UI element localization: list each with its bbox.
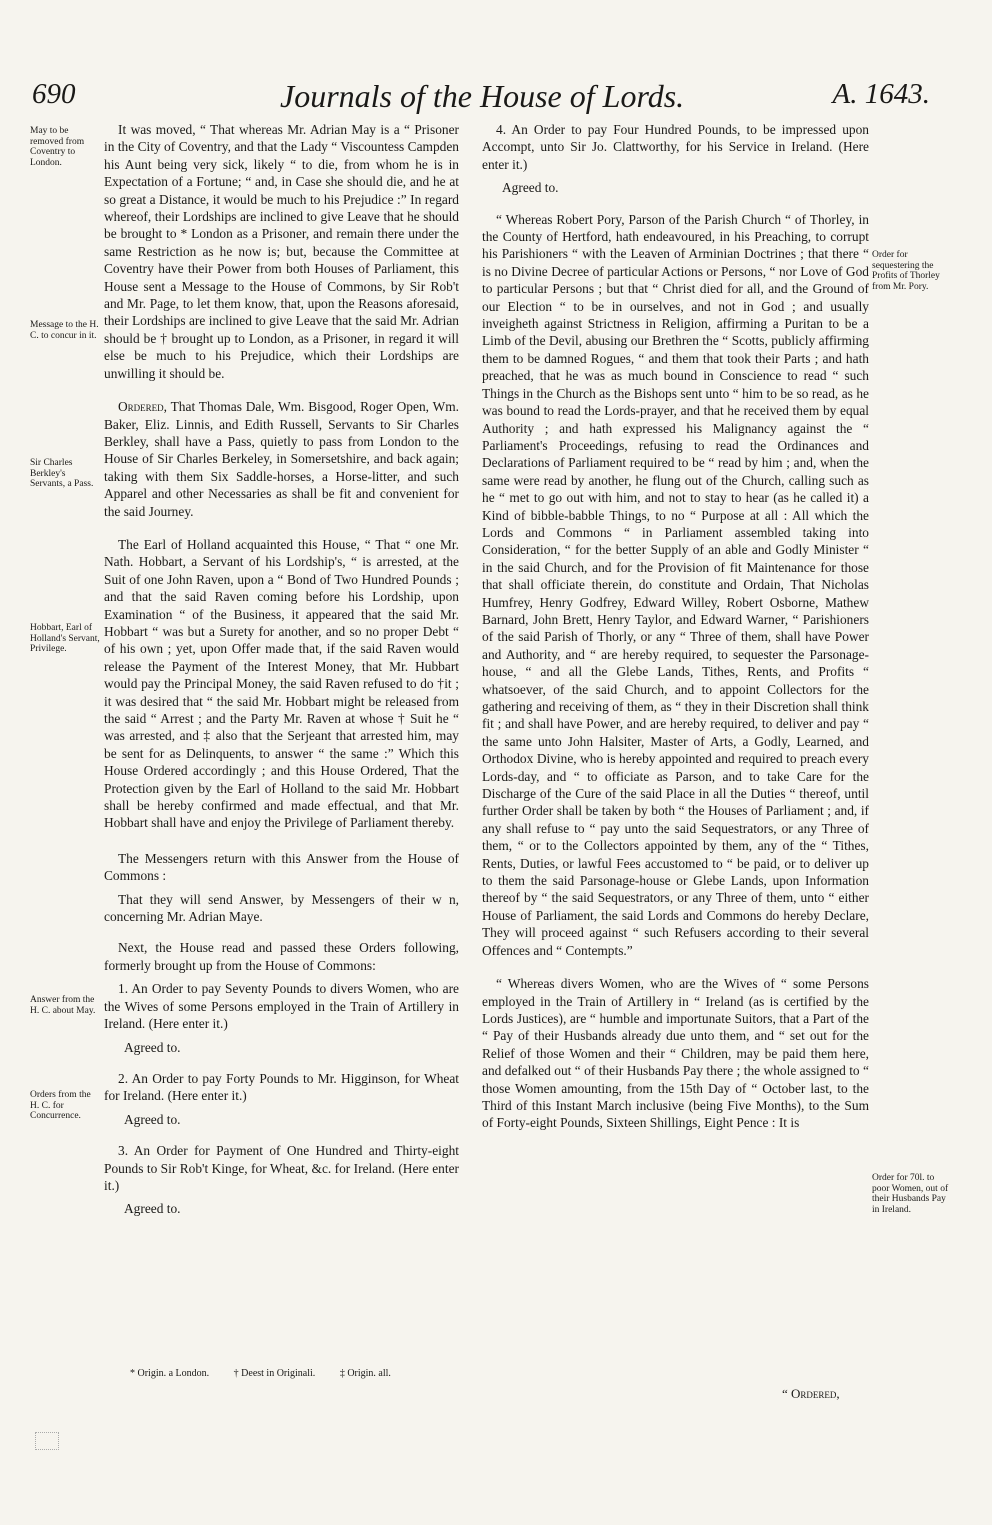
agreed-label: Agreed to.	[502, 180, 559, 196]
margin-note: Sir Charles Berkley's Servants, a Pass.	[30, 458, 94, 489]
paragraph: “ Whereas divers Women, who are the Wives of “ some Persons employed in the Train of Artillery in “ Ireland (as is certified by the Lords Justices), are “ humble and importunate Suitors, that a Part of the “ Pay of their Husbands already due unto them, and “ set out for the Relief of those Women and their “ Children, may be paid them here, and defalked out “ of their Husbands Pay there ; the whole assigned to “ those Women amounting, from the 15th Day of “ October last, to the Third of this Instant March inclusive (being Five Months), to the Sum of Forty-eight Pounds, Sixteen Shillings, Eight Pence : It is	[482, 976, 869, 1131]
left-column	[104, 121, 459, 1232]
page-number: 690	[32, 78, 76, 110]
order-item: 1. An Order to pay Seventy Pounds to divers Women, who are the Wives of some Persons employed in the Train of Artillery in Ireland. (Here enter it.)	[104, 981, 459, 1032]
paragraph: The Messengers return with this Answer from the House of Commons :	[104, 850, 459, 884]
agreed-label: Agreed to.	[124, 1039, 181, 1055]
footnote: † Deest in Originali.	[233, 1368, 316, 1379]
order-item: 2. An Order to pay Forty Pounds to Mr. Higginson, for Wheat for Ireland. (Here enter it.)	[104, 1070, 459, 1104]
year: A. 1643.	[832, 78, 930, 110]
margin-note: Order for sequestering the Profits of Thorley from Mr. Pory.	[872, 250, 940, 292]
paragraph: That they will send Answer, by Messengers of their w n, concerning Mr. Adrian Maye.	[104, 891, 459, 925]
margin-note: Order for 70l. to poor Women, out of their Husbands Pay in Ireland.	[872, 1173, 949, 1215]
right-column	[482, 121, 869, 1138]
agreed-label: Agreed to.	[124, 1111, 181, 1127]
footnotes	[130, 1368, 450, 1379]
margin-note: Hobbart, Earl of Holland's Servant, Privilege.	[30, 623, 100, 654]
paragraph-text: That Thomas Dale, Wm. Bisgood, Roger Open, Wm. Baker, Eliz. Linnis, and Edith Russell, Servants to Sir Charles Berkley, shall have a Pass, quietly to pass from London to the House of Sir Charles Berkeley, in Somersetshire, and back again; taking with them Six Saddle-horses, a Horse-litter, and such Apparel and other Necessaries as shall be fit and convenient for the said Journey.	[104, 399, 459, 519]
running-title: Journals of the House of Lords.	[280, 78, 685, 114]
footnote: * Origin. a London.	[130, 1368, 210, 1379]
paragraph: The Earl of Holland acquainted this House, “ That “ one Mr. Nath. Hobbart, a Servant of his Lordship's, “ is arrested, at the Suit of one John Raven, upon a “ Bond of Two Hundred Pounds ; and that the said Raven coming before his Lordship, upon Examination “ of the Business, it appeared that the said Mr. Hobbart “ was but a Surety for another, and so no proper Debt “ of his own ; yet, upon Offer made that, if the said Raven would release the Payment of the Interest Money, that Mr. Hubbart would pay the Principal Money, the said Raven refused to do †it ; it was desired that “ the said Mr. Hobbart might be released from the said “ Arrest ; and the Party Mr. Raven at whose † Suit he “ was arrested, and ‡ also that the Serjeant that arrested him, may be sent for as Delinquents, to answer “ the same :” Which this House Ordered accordingly ; and this House Ordered, That the Protection given by the Earl of Holland to the said Mr. Hobbart shall be hereby confirmed and made effectual, and that Mr. Hobbart shall have and enjoy the Privilege of Parliament thereby.	[104, 536, 459, 831]
paragraph: “ Whereas Robert Pory, Parson of the Parish Church “ of Thorley, in the County of Hertford, hath endeavoured, in his Preaching, to corrupt his Parishioners “ with the Leaven of Arminian Doctrines ; that there “ is no Divine Decree of particular Actions or Persons, “ nor Love of God to particular Persons ; but that “ Christ died for all, and the Ground of our Election “ to be in ourselves, and not in God ; and usually inveigheth against Strictness in Religion, affirming a Puritan to be a Limb of the Devil, abusing our Brethren the “ Scotts, publicly affirming them to be damned Rogues, “ and them that took their Parts ; and hath preached, that he was as much bound in Conscience to read “ such Things in the Church as the Bishops sent unto “ him to be so read, as he was bound to read the Lords-prayer, and that he received them by equal Authority ; and hath expressed his Malignancy against the “ Parliament's Proceedings, refusing to read the Ordinances and Declarations of Parliament required to be “ read by him ; and, when the same were read by another, he flung out of the Church, calling such as he “ met to go out with him, and not to stay to hear (as he called it) a Kind of bibble-babble Things, to no “ Purpose at all : All which the Lords and Commons “ in Parliament assembled taking into Consideration, “ for the better Supply of an able and Godly Minister “ in the said Church, and for the Provision of fit Maintenance for those that shall officiate therein, do constitute and Ordain, That Nicholas Humfrey, Henry Godfrey, Edward Willey, Robert Osborne, Mathew Barnard, John Brett, Henry Taylor, and Edward Warner, “ Parishioners of the said Parish of Thorly, or any “ Three of them, shall have Power and Authority, and “ are hereby required, to sequester the Parsonage-house, “ and all the Glebe Lands, Tithes, Rents, and Profits “ whatsoever, of the said Church, and to appoint Collectors for the gathering and receiving of them, as “ they in their Discretion shall think fit ; and shall have Power, and are hereby required, to deliver and pay “ the same unto John Halsiter, Master of Arts, a Godly, Learned, and Orthodox Divine, who is hereby appointed and required to preach every Lords-day, and “ to officiate as Parson, and to take Care for the Discharge of the Cure of the said Place in all the Duties “ thereof, until further Order shall be taken by both “ the Houses of Parliament ; and, if any shall refuse to “ pay unto the said Sequestrators, or any Three of them, “ or to the Collectors appointed by them, any of the “ Tithes, Rents, Duties, or lawful Fees accustomed to “ be paid, or to deliver up to them the said Parsonage-house or Glebe Lands, upon Information thereof by “ the said Sequestrators, or any Three of them, unto “ either House of Parliament, the said Lords and Commons do hereby Declare, They will proceed against “ such Refusers according to their several Offences and “ Contempts.”	[482, 211, 869, 958]
footnote: ‡ Origin. all.	[339, 1368, 391, 1379]
paragraph	[104, 398, 459, 520]
agreed-label: Agreed to.	[124, 1201, 181, 1217]
paragraph: Next, the House read and passed these Orders following, formerly brought up from the House of Commons:	[104, 940, 459, 973]
paragraph: It was moved, “ That whereas Mr. Adrian May is a “ Prisoner in the City of Coventry, and that the Lady “ Viscountess Campden his Aunt being very sick, likely “ to die, from whom he is in Expectation of a Fortune; “ and, in Case she should die, and he at so great a Distance, it would be much to his Prejudice :” In regard whereof, their Lordships are inclined to give Leave that he should be brought to * London as a Prisoner, and remain there under the same Restriction as he now is; but, because the Committee at Coventry have their Power from both Houses of Parliament, this House sent a Message to the House of Commons, by Sir Rob't and Mr. Page, to let them know, that, upon the Reasons aforesaid, their Lordships are inclined to give Leave that the said Mr. Adrian should be † brought up to London, as a Prisoner, in regard it will else be much to his Prejudice, which their Lordships are unwilling it should be.	[104, 122, 459, 381]
order-item: 3. An Order for Payment of One Hundred and Thirty-eight Pounds to Sir Rob't Kinge, for Wheat, &c. for Ireland. (Here enter it.)	[104, 1143, 459, 1193]
ordered-label: Ordered,	[118, 399, 168, 415]
catchword: “ Ordered,	[782, 1386, 840, 1401]
margin-note: Answer from the H. C. about May.	[30, 995, 96, 1016]
margin-note: Message to the H. C. to concur in it.	[30, 320, 99, 341]
margin-note: May to be removed from Coventry to London.	[30, 126, 85, 168]
order-item: 4. An Order to pay Four Hundred Pounds, to be impressed upon Accompt, unto Sir Jo. Clattworthy, for his Service in Ireland. (Here enter it.)	[482, 122, 869, 172]
margin-note: Orders from the H. C. for Concurrence.	[30, 1090, 91, 1121]
library-stamp	[35, 1432, 59, 1450]
